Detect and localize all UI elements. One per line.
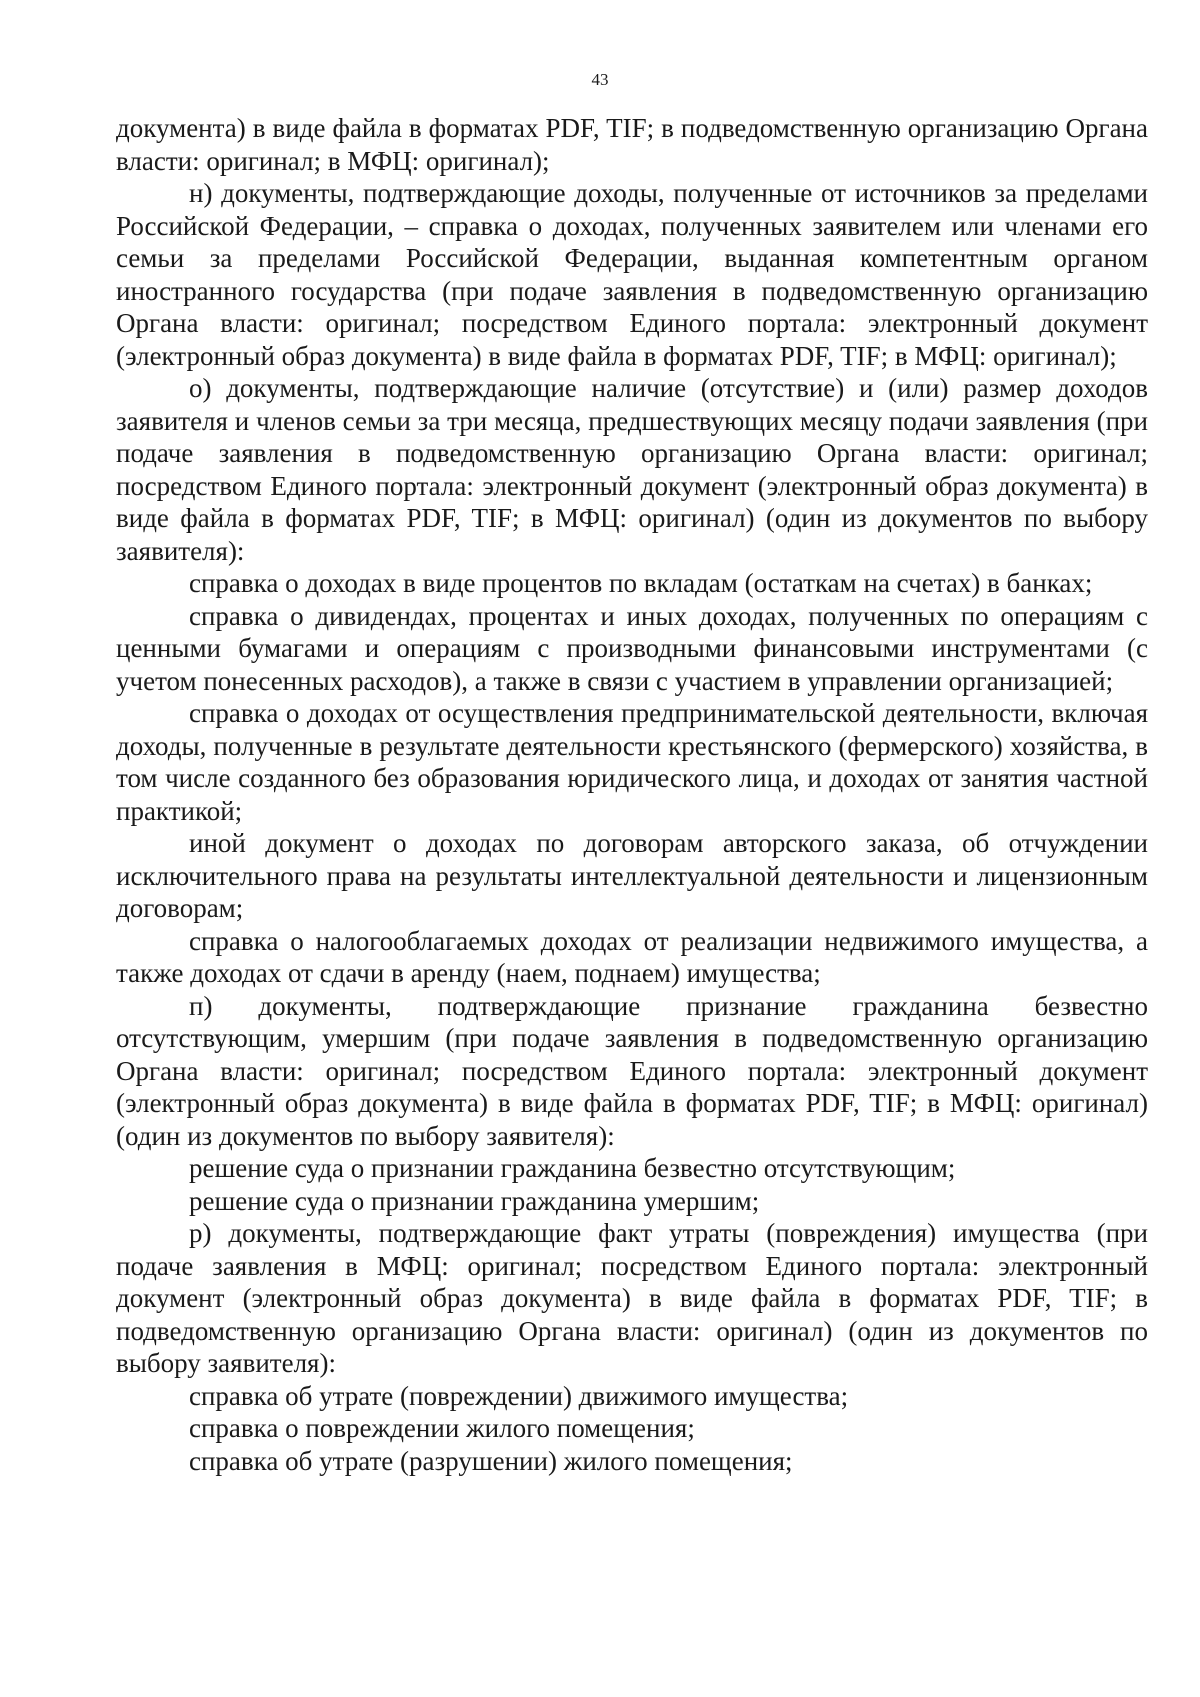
paragraph: н) документы, подтверждающие доходы, полученные от источников за пределами Российской Федерации, – справка о доходах, полученных заявителем или членами его семьи за пределами Российской Федерации, выданная компетентным органом иностранного государства (при подаче заявления в подведомственную организацию Органа власти: оригинал; посредством Единого портала: электронный документ (электронный образ документа) в виде файла в форматах PDF, TIF; в МФЦ: оригинал);	[116, 178, 1148, 371]
paragraph: справка о повреждении жилого помещения;	[189, 1413, 695, 1443]
page-number: 43	[591, 70, 609, 89]
paragraph: справка о дивидендах, процентах и иных доходах, полученных по операциям с ценными бумагами и операциям с производными финансовыми инструментами (с учетом понесенных расходов), а также в связи с участием в управлении организацией;	[116, 600, 1148, 696]
paragraph: справка о доходах от осуществления предпринимательской деятельности, включая доходы, полученные в результате деятельности крестьянского (фермерского) хозяйства, в том числе созданного без образования юридического лица, и доходах от занятия частной практикой;	[116, 698, 1148, 826]
paragraph: о) документы, подтверждающие наличие (отсутствие) и (или) размер доходов заявителя и членов семьи за три месяца, предшествующих месяцу подачи заявления (при подаче заявления в подведомственную организацию Органа власти: оригинал; посредством Единого портала: электронный документ (электронный образ документа) в виде файла в форматах PDF, TIF; в МФЦ: оригинал) (один из документов по выбору заявителя):	[116, 373, 1148, 566]
paragraph: справка о доходах в виде процентов по вкладам (остаткам на счетах) в банках;	[189, 568, 1093, 598]
paragraph: документа) в виде файла в форматах PDF, TIF; в подведомственную организацию Органа власти: оригинал; в МФЦ: оригинал);	[116, 113, 1148, 176]
paragraph: иной документ о доходах по договорам авторского заказа, об отчуждении исключительного права на результаты интеллектуальной деятельности и лицензионным договорам;	[116, 828, 1148, 923]
document-body	[116, 112, 1148, 1477]
paragraph: р) документы, подтверждающие факт утраты (повреждения) имущества (при подаче заявления в МФЦ: оригинал; посредством Единого портала: электронный документ (электронный образ документа) в виде файла в форматах PDF, TIF; в подведомственную организацию Органа власти: оригинал) (один из документов по выбору заявителя):	[116, 1218, 1148, 1378]
paragraph: решение суда о признании гражданина умершим;	[189, 1185, 760, 1216]
paragraph: решение суда о признании гражданина безвестно отсутствующим;	[189, 1153, 956, 1183]
paragraph: п) документы, подтверждающие признание гражданина безвестно отсутствующим, умершим (при подаче заявления в подведомственную организацию Органа власти: оригинал; посредством Единого портала: электронный документ (электронный образ документа) в виде файла в форматах PDF, TIF; в МФЦ: оригинал) (один из документов по выбору заявителя):	[116, 990, 1148, 1151]
paragraph: справка о налогооблагаемых доходах от реализации недвижимого имущества, а также доходах от сдачи в аренду (наем, поднаем) имущества;	[116, 925, 1148, 988]
paragraph: справка об утрате (повреждении) движимого имущества;	[189, 1380, 849, 1411]
paragraph: справка об утрате (разрушении) жилого помещения;	[189, 1445, 793, 1476]
